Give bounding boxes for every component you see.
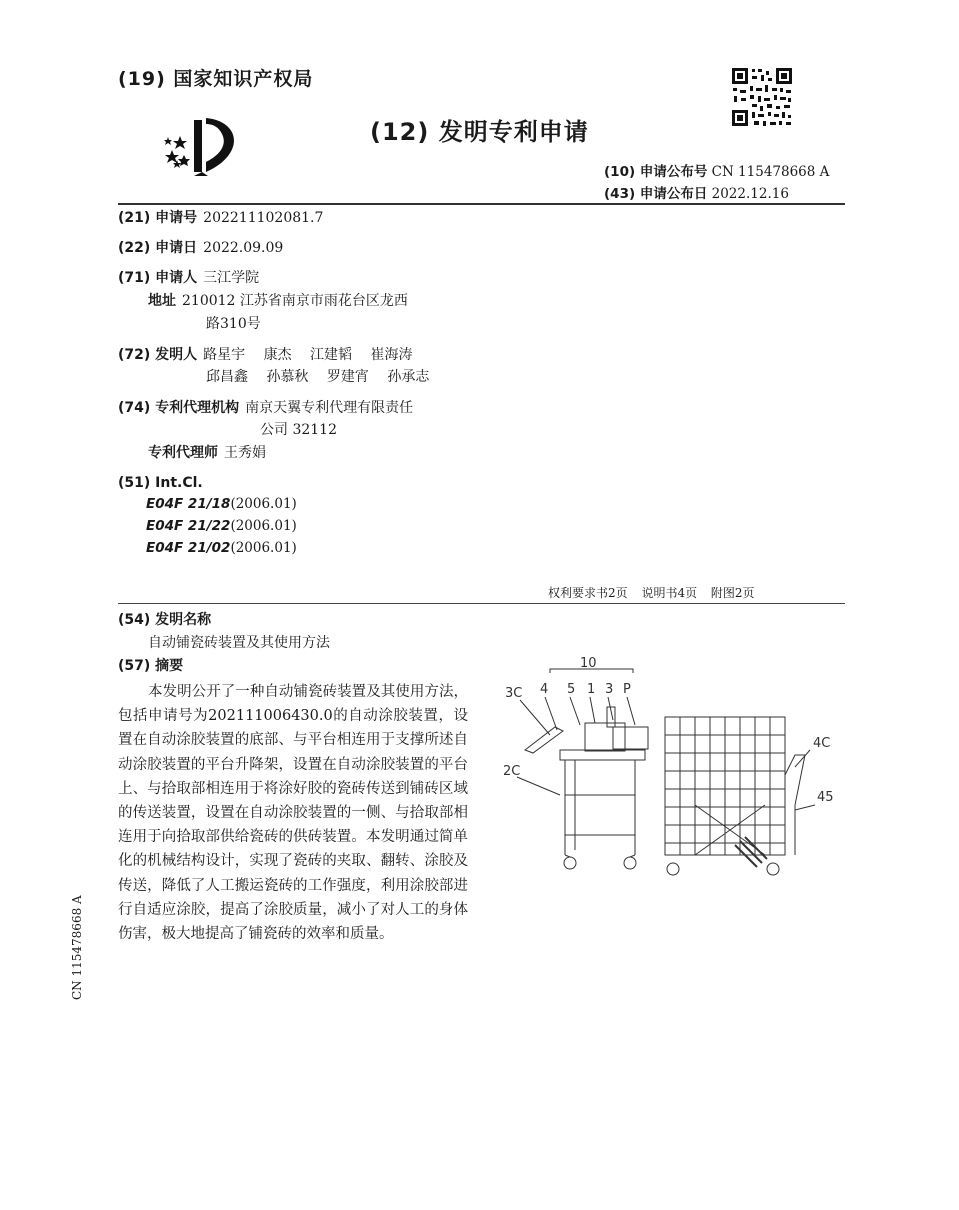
biblio-divider — [118, 603, 845, 604]
document-type: (12) 发明专利申请 — [370, 118, 589, 146]
application-number: (21) 申请号 202211102081.7 — [118, 210, 324, 226]
application-date: (22) 申请日 2022.09.09 — [118, 240, 284, 256]
patent-agent: 专利代理师 王秀娟 — [148, 445, 266, 461]
page-counts: 权利要求书2页 说明书4页 附图2页 — [548, 586, 755, 600]
int-cl-label: (51) Int.Cl. — [118, 475, 203, 491]
figure-label-30: 3C — [505, 686, 523, 701]
title-label: (54) 发明名称 — [118, 612, 212, 628]
patent-agency: (74) 专利代理机构 南京天翼专利代理有限责任 — [118, 400, 414, 416]
abstract-text: 本发明公开了一种自动铺瓷砖装置及其使用方法，包括申请号为202111006430.0的自动涂胶装置，设置在自动涂胶装置的底部、与平台相连用于支撑所述自动涂胶装置的平台升降架，设置在自动涂胶装置的平台上、与拾取部相连用于将涂好胶的瓷砖传送到铺砖区域的传送装置，设置在自动涂胶装置的一侧、与拾取部相连用于向拾取部供给瓷砖的供砖装置。本发明通过简单化的机械结构设计，实现了瓷砖的夹取、翻转、涂胶及传送，降低了人工搬运瓷砖的工作强度，利用涂胶部进行自适应涂胶，提高了涂胶质量，减小了对人工的身体伤害，极大地提高了铺瓷砖的效率和质量。 — [118, 684, 468, 943]
classification-1: E04F 21/18(2006.01) — [146, 496, 297, 512]
address: 地址 210012 江苏省南京市雨花台区龙西 — [148, 293, 408, 309]
figure-label-10: 10 — [580, 656, 597, 671]
office-name: (19) 国家知识产权局 — [118, 68, 314, 90]
figure-label-45: 45 — [817, 790, 834, 805]
figure-label-p: P — [623, 682, 631, 697]
side-publication-code: CN 115478668 A — [70, 895, 84, 1000]
patent-agency-line2: 公司 32112 — [260, 422, 337, 438]
publication-number-value: CN 115478668 A — [711, 164, 830, 180]
publication-number: (10) 申请公布号 CN 115478668 A — [604, 164, 830, 180]
publication-date: (43) 申请公布日 2022.12.16 — [604, 186, 789, 202]
classification-3: E04F 21/02(2006.01) — [146, 540, 297, 556]
inventors-line2: 邱昌鑫 孙慕秋 罗建宵 孙承志 — [206, 369, 430, 385]
address-line2: 路310号 — [206, 316, 261, 332]
figure-label-20: 2C — [503, 764, 521, 779]
figure-label-3: 3 — [605, 682, 614, 697]
qr-code-icon — [730, 66, 794, 128]
classification-2: E04F 21/22(2006.01) — [146, 518, 297, 534]
figure-label-5: 5 — [567, 682, 576, 697]
applicant: (71) 申请人 三江学院 — [118, 270, 260, 286]
cnipa-logo-icon — [158, 110, 248, 180]
header-divider — [118, 203, 845, 205]
invention-title: 自动铺瓷砖装置及其使用方法 — [148, 635, 330, 651]
figure-label-1: 1 — [587, 682, 596, 697]
inventors: (72) 发明人 路星宇 康杰 江建韬 崔海涛 — [118, 347, 413, 363]
figure-label-40: 4C — [813, 736, 831, 751]
abstract-label: (57) 摘要 — [118, 658, 184, 674]
publication-date-value: 2022.12.16 — [711, 186, 789, 202]
abstract-figure — [495, 655, 845, 885]
figure-label-4: 4 — [540, 682, 549, 697]
